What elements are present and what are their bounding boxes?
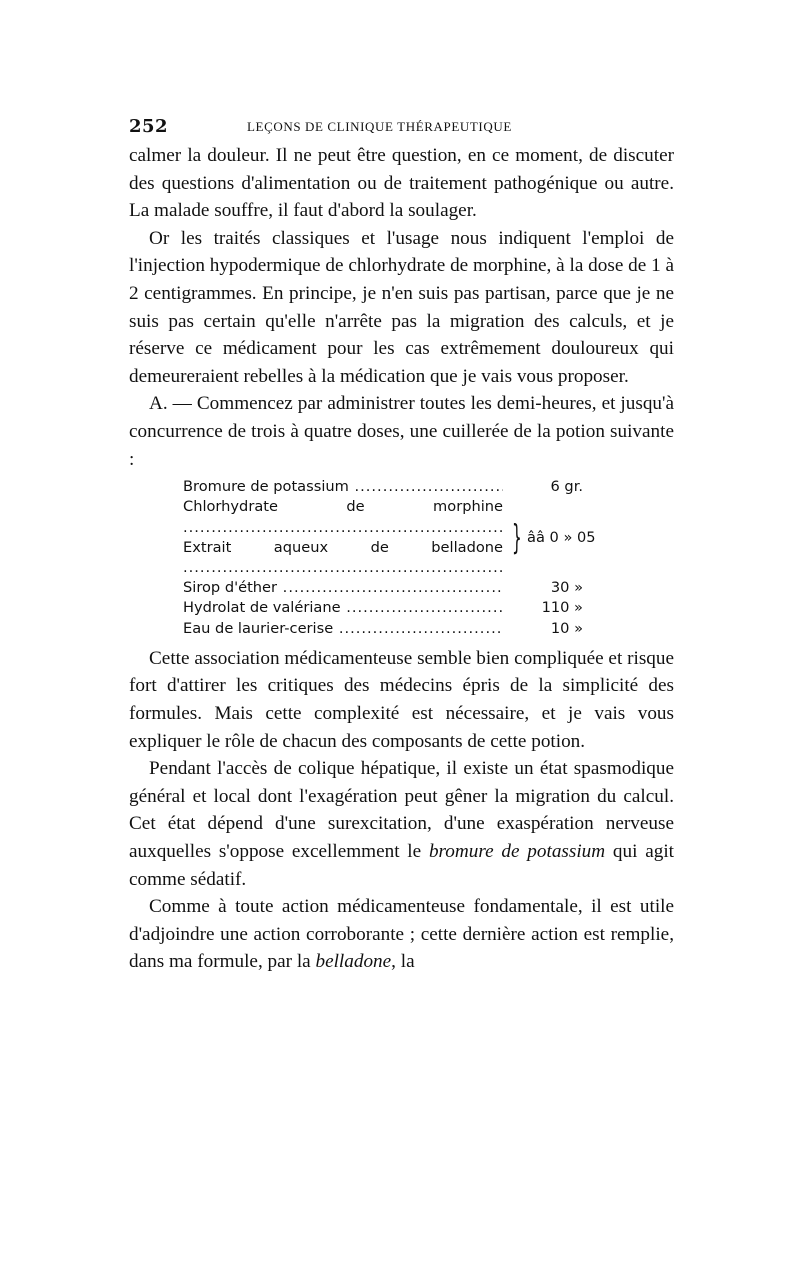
recipe-row [183,578,653,598]
ingredient-name: Eau de laurier-cerise ..... [183,619,503,639]
ingredient-quantity: 30 » [550,579,583,597]
italic-term: belladone [315,951,392,973]
ingredient-quantity: 6 gr. [550,478,583,496]
paragraph-2: Or les traités classiques et l'usage nous indiquent l'emploi de l'injection hypodermique de chlorhydrate de morphine, à la dose de 1 à 2 centigrammes. En principe, je n'en suis pas partisan, parce que je ne suis pas certain qu'elle n'arrête pas la migration des calculs, et je réserve ce médicament pour les cas extrêmement douloureux qui demeureraient rebelles à la médication que je vais vous proposer. [129,227,674,387]
paragraph-3: A. — Commencez par administrer toutes les demi-heures, et jusqu'à concurrence de trois à quatre doses, une cuillerée de la potion suivante : [129,393,674,470]
text-run: qui agit comme sédatif. [129,840,675,890]
ingredient-name: Bromure de potassium ..... [183,477,503,497]
paragraph-5 [129,755,674,893]
text-run: Pendant l'accès de colique hépatique, il existe un état spasmodique général et local dont l'exagération peut gêner la migration du calcul. Cet état dépend d'une surexcitation, d'une exaspération nerveuse auxquelles s'oppose excellemment le [129,758,674,862]
ingredient-quantity: 10 » [550,619,583,637]
text-run: , la [391,951,415,973]
italic-term: bromure de potassium [428,840,606,862]
running-title: LEÇONS DE CLINIQUE THÉRAPEUTIQUE [247,119,512,134]
paragraph-1: calmer la douleur. Il ne peut être question, en ce moment, de discuter des questions d'alimentation ou de traitement pathogénique ou autre. La malade souffre, il faut d'abord la soulager. [129,145,674,222]
page-number: 252 [129,116,169,137]
ingredient-name: Extrait aqueux de belladone ..... [183,538,503,578]
ingredient-name: Hydrolat de valériane ..... [183,598,503,618]
paragraph-6 [129,893,674,976]
braced-ingredients [183,497,653,578]
page-body [129,142,674,976]
ingredient-name: Chlorhydrate de morphine ..... [183,497,503,537]
prescription-formula [183,477,653,639]
text-run: Comme à toute action médicamenteuse fondamentale, il est utile d'adjoindre une action corroborante ; cette dernière action est remplie, dans ma formule, par la [129,896,674,973]
book-page [129,112,674,976]
ingredient-name: Sirop d'éther ..... [183,578,503,598]
recipe-row [183,598,653,618]
curly-brace: } [511,517,522,558]
paragraph-4: Cette association médicamenteuse semble bien compliquée et risque fort d'attirer les critiques des médecins épris de la simplicité des formules. Mais cette complexité est nécessaire, et je vais vous expliquer le rôle de chacun des composants de cette potion. [129,647,674,752]
recipe-row [183,619,653,639]
ingredient-quantity: ââ 0 » 05 [527,528,596,546]
page-header [129,112,674,142]
recipe-row [183,477,653,497]
ingredient-quantity: 110 » [541,599,583,617]
braced-names [183,497,503,578]
